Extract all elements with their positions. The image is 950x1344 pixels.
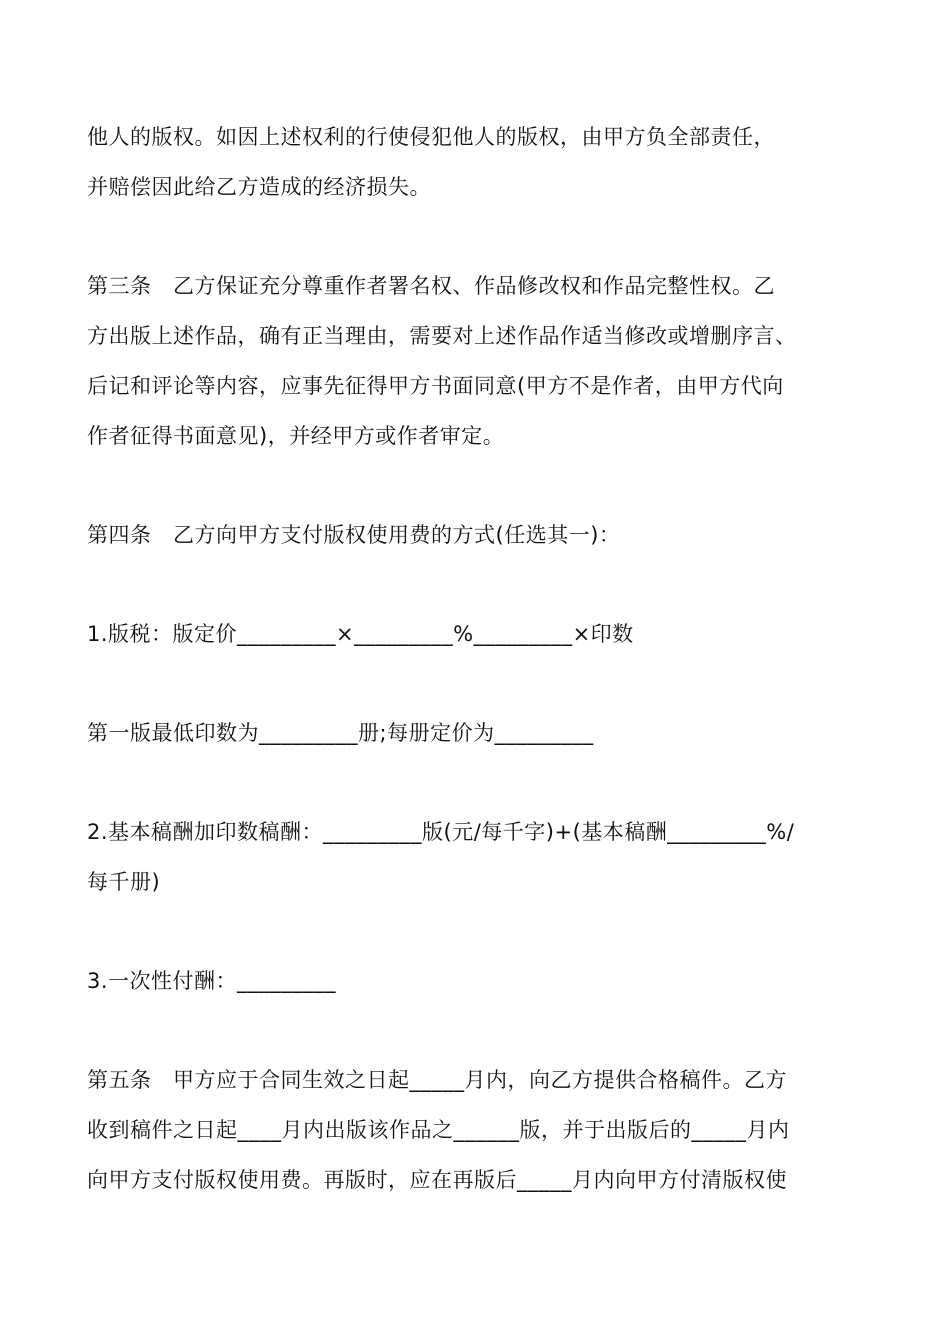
article-3-line-2: 方出版上述作品，确有正当理由，需要对上述作品作适当修改或增删序言、	[87, 324, 797, 348]
article-3-line-3: 后记和评论等内容，应事先征得甲方书面同意(甲方不是作者，由甲方代向	[87, 374, 784, 398]
option-3-lump-sum: 3.一次性付酬：_________	[87, 969, 337, 993]
option-2-line-2: 每千册)	[87, 870, 161, 894]
paragraph-line-1: 他人的版权。如因上述权利的行使侵犯他人的版权，由甲方负全部责任，	[87, 125, 775, 149]
article-3-line-4: 作者征得书面意见)，并经甲方或作者审定。	[87, 424, 505, 448]
article-5-line-2: 收到稿件之日起____月内出版该作品之______版，并于出版后的_____月内	[87, 1118, 790, 1142]
option-2-line-1: 2.基本稿酬加印数稿酬：_________版(元/每千字)+(基本稿酬_________%/	[87, 820, 795, 844]
article-5-line-3: 向甲方支付版权使用费。再版时，应在再版后_____月内向甲方付清版权使	[87, 1168, 787, 1192]
paragraph-line-2: 并赔偿因此给乙方造成的经济损失。	[87, 175, 431, 199]
first-edition-print-run: 第一版最低印数为_________册;每册定价为_________	[87, 721, 594, 745]
article-3-line-1: 第三条 乙方保证充分尊重作者署名权、作品修改权和作品完整性权。乙	[87, 274, 775, 298]
article-4-heading: 第四条 乙方向甲方支付版权使用费的方式(任选其一)：	[87, 523, 621, 547]
article-5-line-1: 第五条 甲方应于合同生效之日起_____月内，向乙方提供合格稿件。乙方	[87, 1068, 787, 1092]
option-1-royalty: 1.版税：版定价_________×_________%_________×印数	[87, 622, 634, 646]
